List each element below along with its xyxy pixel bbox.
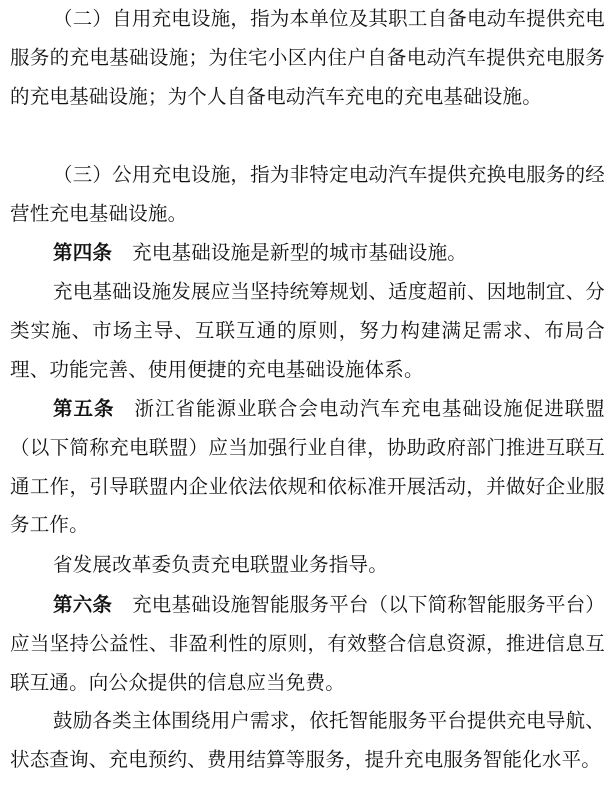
paragraph-text: 充电基础设施是新型的城市基础设施。 (132, 241, 468, 264)
paragraph-text: 省发展改革委负责充电联盟业务指导。 (53, 553, 388, 576)
paragraph-text: 鼓励各类主体围绕用户需求，依托智能服务平台提供充电导航、状态查询、充电预约、费用结算等服务，提升充电服务智能化水平。 (10, 709, 605, 771)
paragraph-encourage (10, 702, 605, 780)
article-6-paragraph (10, 586, 605, 702)
paragraph-clause-2 (10, 0, 605, 116)
paragraph-text: 充电基础设施智能服务平台（以下简称智能服务平台）应当坚持公益性、非盈利性的原则，有效整合信息资源，推进信息互联互通。向公众提供的信息应当免费。 (10, 593, 605, 694)
article-5-paragraph (10, 390, 605, 545)
article-label: 第四条 (53, 241, 113, 264)
article-4-heading-paragraph (10, 234, 605, 273)
paragraph-text: 浙江省能源业联合会电动汽车充电基础设施促进联盟（以下简称充电联盟）应当加强行业自律，协助政府部门推进互联互通工作，引导联盟内企业依法依规和依标准开展活动，并做好企业服务工作。 (10, 397, 605, 537)
paragraph-text: （三）公用充电设施，指为非特定电动汽车提供充换电服务的经营性充电基础设施。 (10, 163, 605, 225)
paragraph-principles (10, 273, 605, 389)
article-label: 第六条 (53, 593, 113, 616)
article-label: 第五条 (53, 397, 115, 420)
paragraph-text: 充电基础设施发展应当坚持统筹规划、适度超前、因地制宜、分类实施、市场主导、互联互通的原则，努力构建满足需求、布局合理、功能完善、使用便捷的充电基础设施体系。 (10, 280, 605, 381)
paragraph-guidance (10, 546, 605, 585)
paragraph-clause-3 (10, 156, 605, 234)
paragraph-text: （二）自用充电设施，指为本单位及其职工自备电动车提供充电服务的充电基础设施；为住宅小区内住户自备电动汽车提供充电服务的充电基础设施；为个人自备电动汽车充电的充电基础设施。 (10, 7, 605, 108)
